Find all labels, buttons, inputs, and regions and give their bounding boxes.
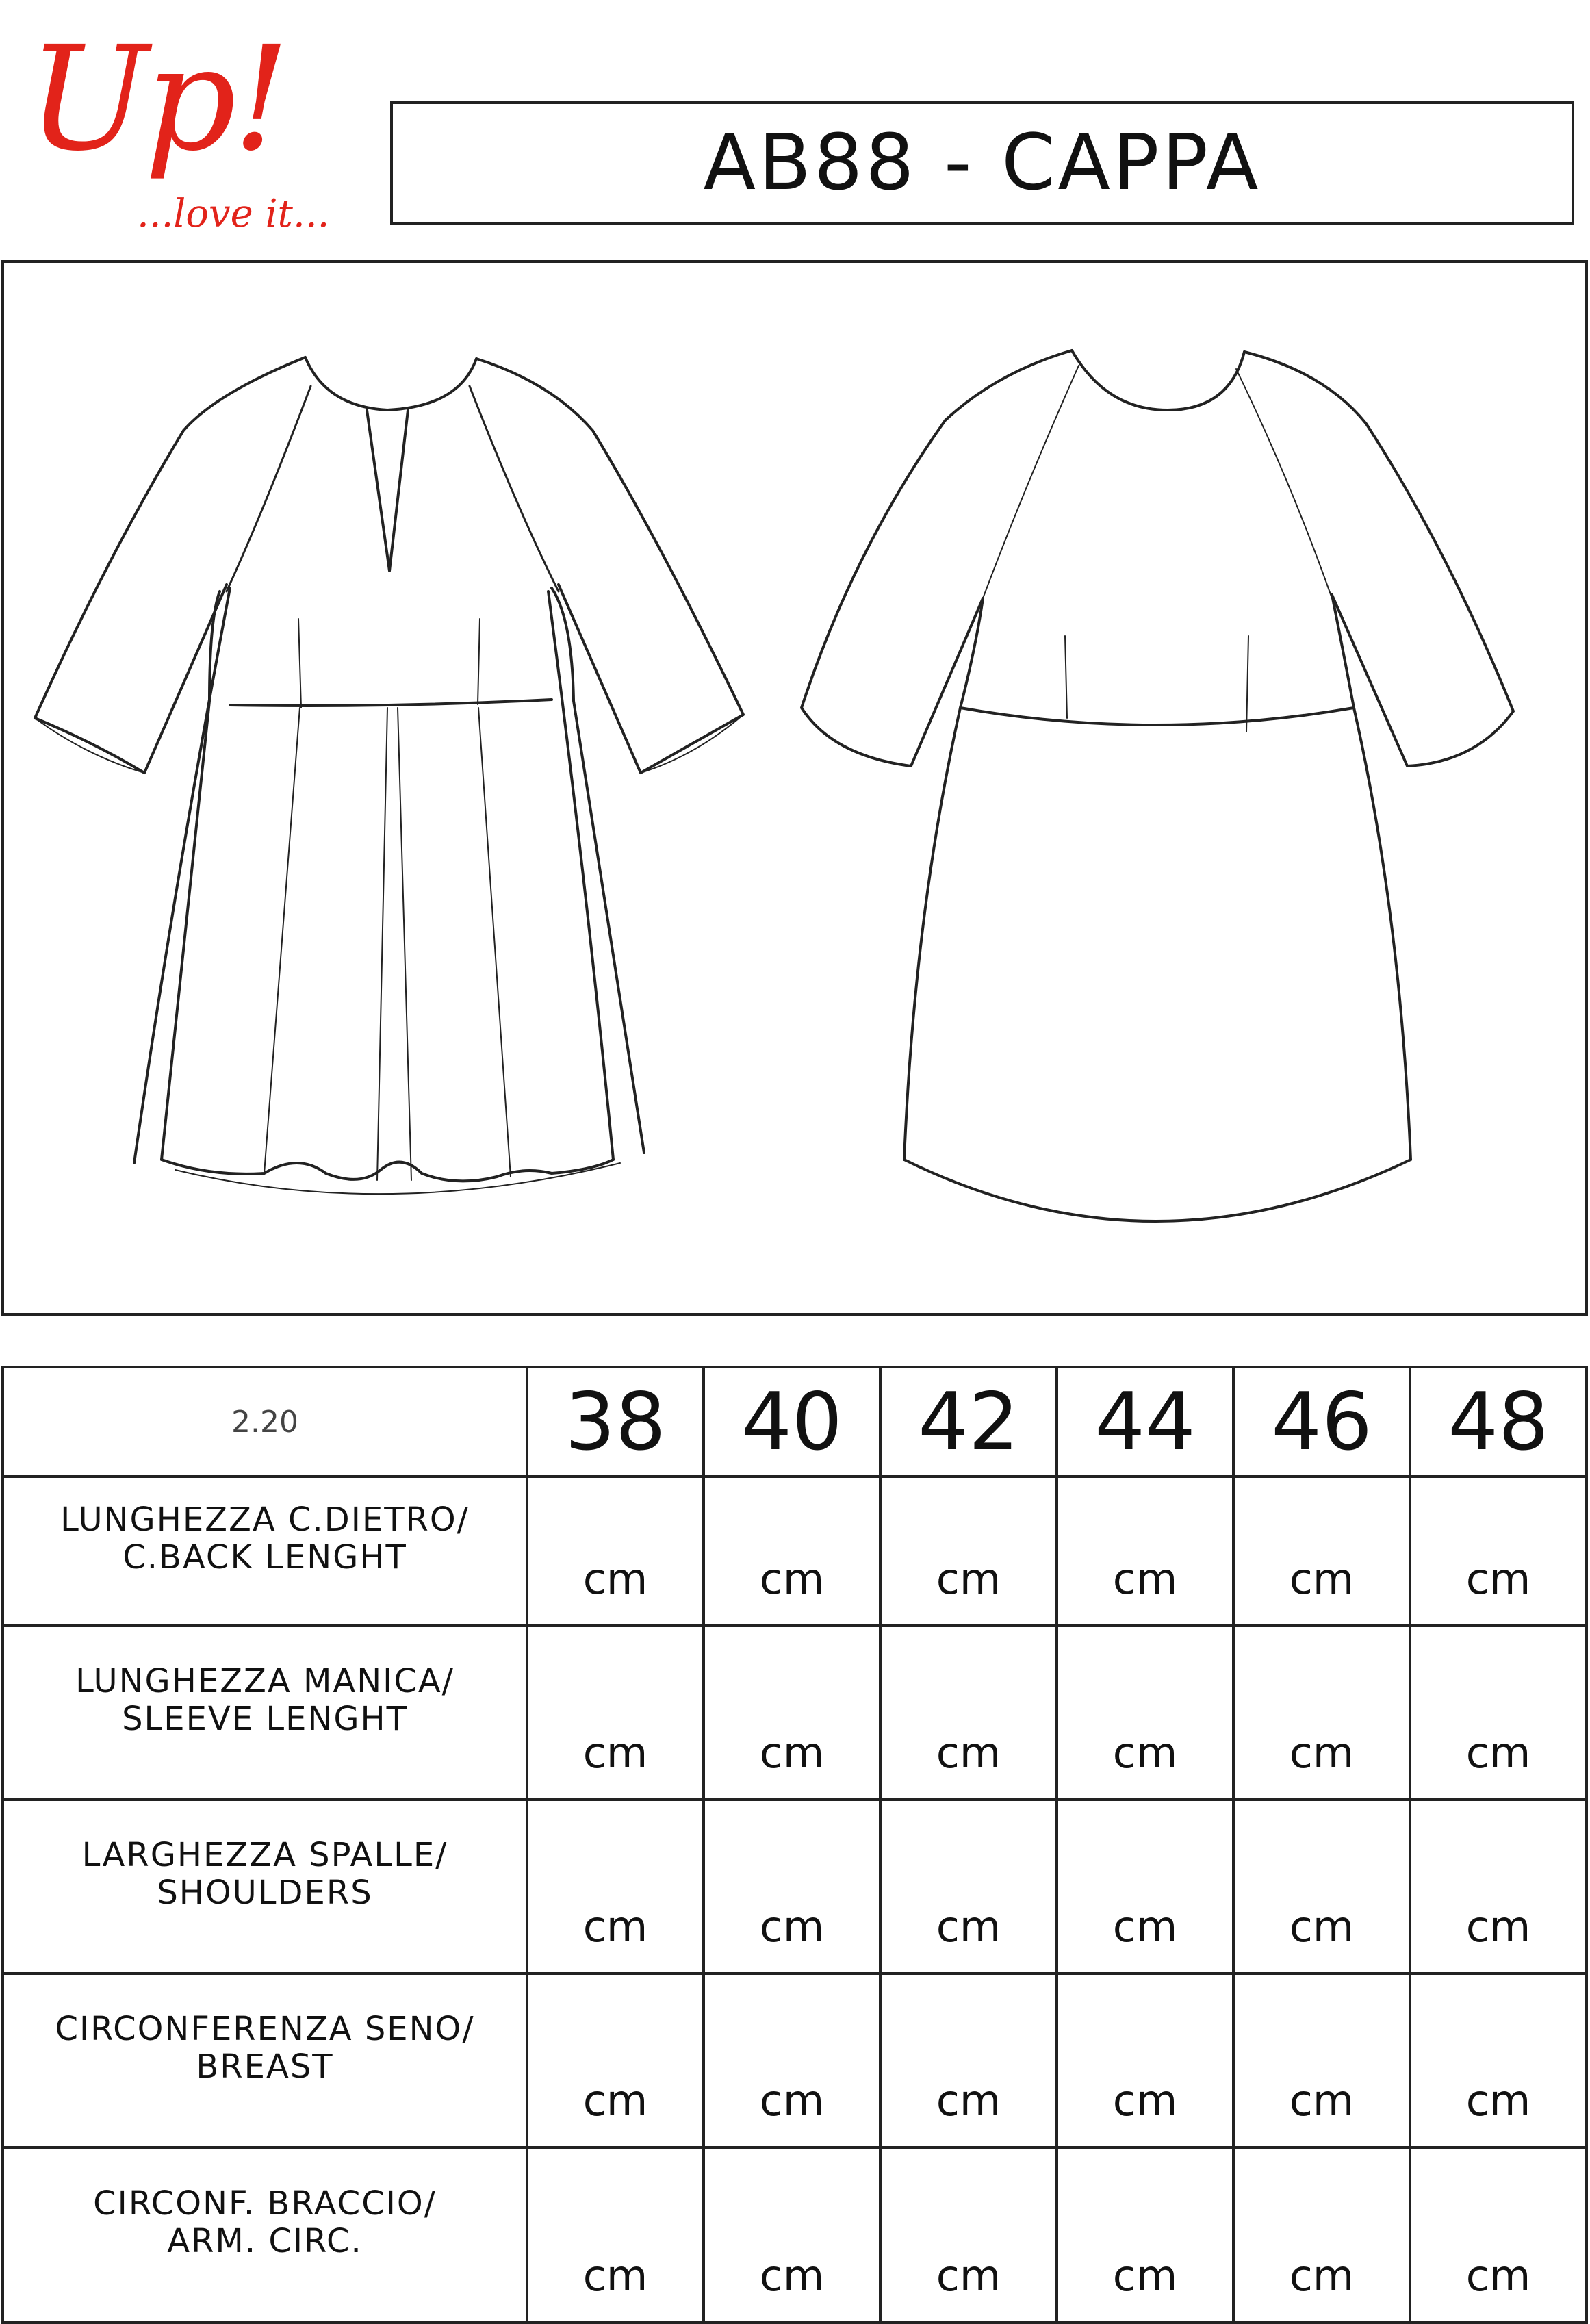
article-code: 2.20 bbox=[3, 1367, 527, 1477]
size-42: 42 bbox=[880, 1367, 1057, 1477]
row-breast bbox=[3, 1974, 1587, 2147]
value-cell[interactable]: cm bbox=[527, 2147, 704, 2323]
value-cell[interactable]: cm bbox=[880, 1974, 1057, 2147]
brand-logo bbox=[27, 15, 356, 240]
value-cell[interactable]: cm bbox=[527, 1974, 704, 2147]
value-cell[interactable]: cm bbox=[704, 1477, 880, 1626]
logo-tagline: ...love it... bbox=[137, 192, 330, 236]
value-cell[interactable]: cm bbox=[1410, 1626, 1587, 1800]
value-cell[interactable]: cm bbox=[527, 1800, 704, 1974]
value-cell[interactable]: cm bbox=[880, 2147, 1057, 2323]
value-cell[interactable]: cm bbox=[1233, 1800, 1410, 1974]
value-cell[interactable]: cm bbox=[1233, 2147, 1410, 2323]
size-48: 48 bbox=[1410, 1367, 1587, 1477]
front-view-sketch bbox=[35, 357, 743, 1194]
measure-label: LUNGHEZZA MANICA/ SLEEVE LENGHT bbox=[3, 1626, 527, 1800]
row-arm-circ bbox=[3, 2147, 1587, 2323]
value-cell[interactable]: cm bbox=[704, 1800, 880, 1974]
value-cell[interactable]: cm bbox=[1233, 1974, 1410, 2147]
value-cell[interactable]: cm bbox=[880, 1800, 1057, 1974]
row-shoulders bbox=[3, 1800, 1587, 1974]
value-cell[interactable]: cm bbox=[1057, 1974, 1233, 2147]
measure-label: CIRCONFERENZA SENO/ BREAST bbox=[3, 1974, 527, 2147]
value-cell[interactable]: cm bbox=[1057, 1626, 1233, 1800]
value-cell[interactable]: cm bbox=[1057, 2147, 1233, 2323]
back-view-sketch bbox=[802, 350, 1513, 1221]
value-cell[interactable]: cm bbox=[1057, 1477, 1233, 1626]
row-sleeve-length bbox=[3, 1626, 1587, 1800]
value-cell[interactable]: cm bbox=[1410, 1974, 1587, 2147]
value-cell[interactable]: cm bbox=[880, 1626, 1057, 1800]
logo-mark: Up! bbox=[27, 15, 286, 183]
title-box bbox=[390, 101, 1574, 225]
value-cell[interactable]: cm bbox=[1233, 1477, 1410, 1626]
measure-label: LARGHEZZA SPALLE/ SHOULDERS bbox=[3, 1800, 527, 1974]
value-cell[interactable]: cm bbox=[527, 1626, 704, 1800]
value-cell[interactable]: cm bbox=[1410, 1477, 1587, 1626]
value-cell[interactable]: cm bbox=[1410, 1800, 1587, 1974]
value-cell[interactable]: cm bbox=[704, 1974, 880, 2147]
value-cell[interactable]: cm bbox=[1233, 1626, 1410, 1800]
measure-label: LUNGHEZZA C.DIETRO/ C.BACK LENGHT bbox=[3, 1477, 527, 1626]
value-cell[interactable]: cm bbox=[880, 1477, 1057, 1626]
value-cell[interactable]: cm bbox=[1057, 1800, 1233, 1974]
size-38: 38 bbox=[527, 1367, 704, 1477]
size-chart-table bbox=[1, 1366, 1588, 2324]
value-cell[interactable]: cm bbox=[704, 1626, 880, 1800]
technical-drawing-panel bbox=[1, 260, 1588, 1316]
size-46: 46 bbox=[1233, 1367, 1410, 1477]
size-header-row bbox=[3, 1367, 1587, 1477]
size-44: 44 bbox=[1057, 1367, 1233, 1477]
measure-label: CIRCONF. BRACCIO/ ARM. CIRC. bbox=[3, 2147, 527, 2323]
page-title: AB88 - CAPPA bbox=[703, 118, 1261, 207]
value-cell[interactable]: cm bbox=[527, 1477, 704, 1626]
row-back-length bbox=[3, 1477, 1587, 1626]
garment-flat-sketches bbox=[4, 263, 1585, 1313]
size-40: 40 bbox=[704, 1367, 880, 1477]
value-cell[interactable]: cm bbox=[1410, 2147, 1587, 2323]
value-cell[interactable]: cm bbox=[704, 2147, 880, 2323]
